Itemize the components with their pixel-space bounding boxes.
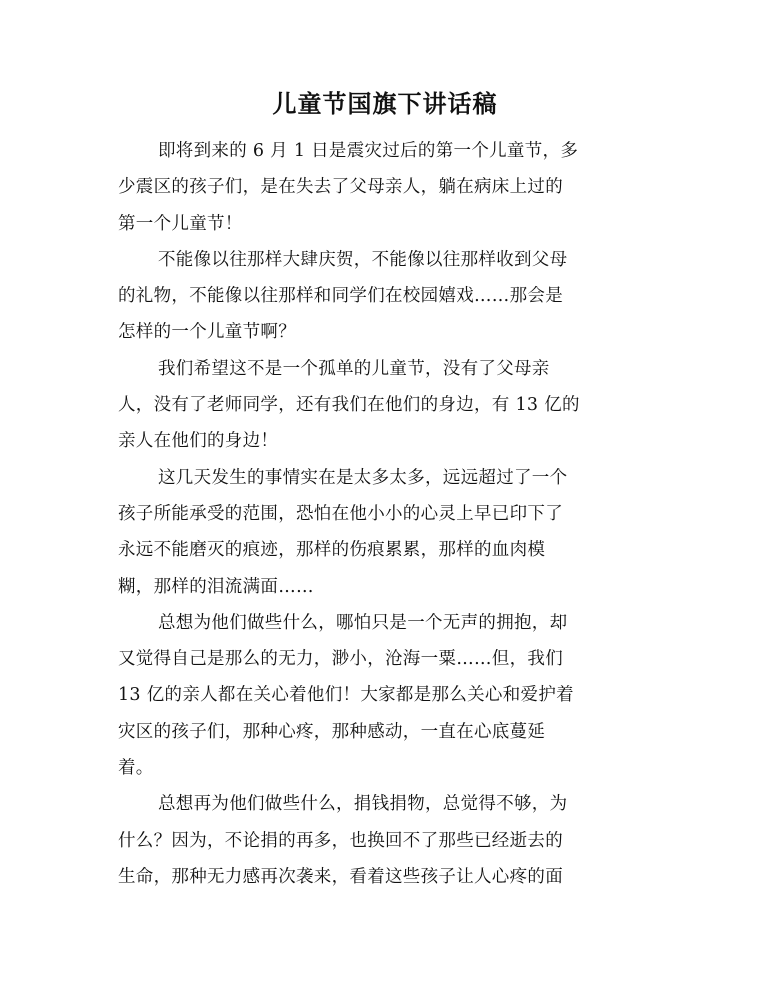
paragraph-line: 怎样的一个儿童节啊？ — [118, 322, 296, 343]
paragraph-line: 第一个儿童节！ — [118, 213, 243, 234]
paragraph-line: 即将到来的 6 月 1 日是震灾过后的第一个儿童节，多 — [158, 141, 579, 161]
paragraph-line: 着。 — [118, 758, 154, 779]
paragraph-line: 的礼物，不能像以往那样和同学们在校园嬉戏……那会是 — [118, 286, 563, 307]
paragraph-line: 我们希望这不是一个孤单的儿童节，没有了父母亲 — [158, 358, 550, 379]
paragraph-line: 人，没有了老师同学，还有我们在他们的身边，有 13 亿的 — [118, 395, 580, 416]
paragraph-line: 总想再为他们做些什么，捐钱捐物，总觉得不够，为 — [158, 794, 568, 815]
paragraph-line: 13 亿的亲人都在关心着他们！大家都是那么关心和爱护着 — [118, 685, 574, 706]
document-body — [118, 133, 652, 895]
paragraph-line: 少震区的孩子们，是在失去了父母亲人，躺在病床上过的 — [118, 177, 563, 198]
paragraph-line: 亲人在他们的身边！ — [118, 431, 279, 452]
paragraph-line: 孩子所能承受的范围，恐怕在他小小的心灵上早已印下了 — [118, 503, 563, 524]
paragraph-line: 什么？因为，不论捐的再多，也换回不了那些已经逝去的 — [118, 830, 563, 851]
paragraph-line: 不能像以往那样大肆庆贺，不能像以往那样收到父母 — [158, 249, 568, 270]
paragraph-line: 生命，那种无力感再次袭来，看着这些孩子让人心疼的面 — [118, 866, 563, 887]
paragraph-line: 这几天发生的事情实在是太多太多，远远超过了一个 — [158, 467, 568, 488]
page-title: 儿童节国旗下讲话稿 — [272, 90, 498, 118]
paragraph-line: 糊，那样的泪流满面…… — [118, 576, 314, 597]
paragraph-line: 永远不能磨灭的痕迹，那样的伤痕累累，那样的血肉模 — [118, 540, 546, 561]
paragraph-line: 总想为他们做些什么，哪怕只是一个无声的拥抱，却 — [158, 612, 568, 633]
paragraph-line: 灾区的孩子们，那种心疼，那种感动，一直在心底蔓延 — [118, 721, 546, 742]
paragraph-line: 又觉得自己是那么的无力，渺小，沧海一粟……但，我们 — [118, 649, 563, 670]
